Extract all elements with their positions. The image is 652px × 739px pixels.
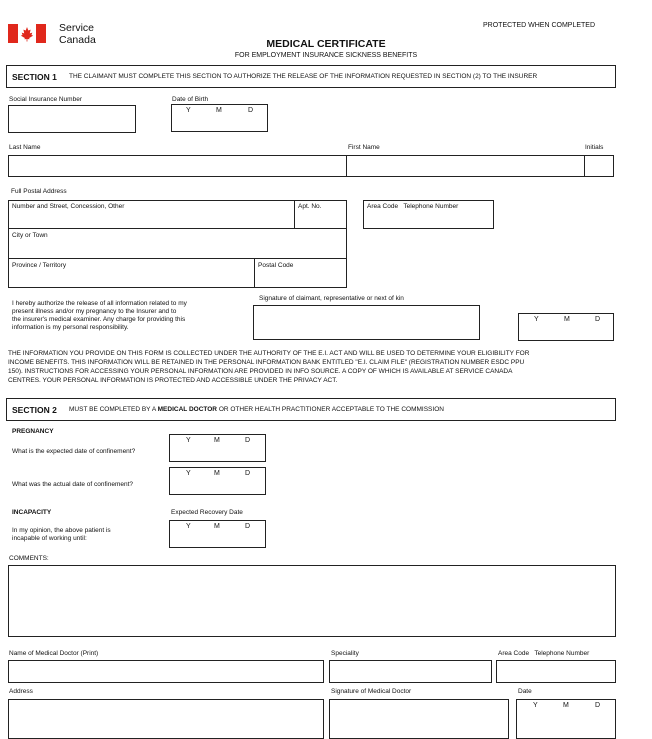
sin-input[interactable] — [8, 105, 136, 133]
last-name-input[interactable] — [8, 155, 347, 177]
sig-date-m: M — [564, 316, 570, 323]
phone-label: Area Code Telephone Number — [367, 203, 459, 210]
street-input[interactable] — [8, 200, 295, 229]
postal-address-label: Full Postal Address — [11, 188, 67, 195]
expected-recovery-label: Expected Recovery Date — [171, 509, 243, 516]
signature-label: Signature of claimant, representative or next of kin — [259, 295, 404, 302]
exp-y: Y — [186, 437, 191, 444]
province-input[interactable] — [8, 258, 255, 288]
doctor-date-input[interactable] — [516, 699, 616, 739]
province-label: Province / Territory — [12, 262, 67, 269]
org-name-line2: Canada — [59, 34, 96, 46]
first-name-label: First Name — [348, 144, 380, 151]
org-name-line1: Service — [59, 22, 95, 34]
dob-d: D — [248, 107, 254, 114]
dob-input[interactable] — [171, 104, 268, 132]
pregnancy-heading: PREGNANCY — [12, 428, 54, 435]
initials-label: Initials — [585, 144, 604, 151]
sin-label: Social Insurance Number — [9, 96, 82, 103]
doc-date-m: M — [563, 702, 569, 709]
initials-input[interactable] — [584, 155, 614, 177]
comments-textarea[interactable] — [8, 565, 616, 637]
act-m: M — [214, 470, 220, 477]
form-subtitle: FOR EMPLOYMENT INSURANCE SICKNESS BENEFITS — [234, 52, 418, 59]
doc-date-y: Y — [533, 702, 538, 709]
authorization-text: I hereby authorize the release of all information related to my present illness and/or my pregnancy to the Insurer and to the insurer's medical examiner. Any charge for providing this information is my personal responsibility. — [12, 300, 187, 331]
rec-y: Y — [186, 523, 191, 530]
recovery-date-input[interactable] — [169, 520, 266, 548]
expected-confinement-question: What is the expected date of confinement? — [12, 448, 136, 455]
apt-input[interactable] — [294, 200, 347, 229]
privacy-notice: THE INFORMATION YOU PROVIDE ON THIS FORM IS COLLECTED UNDER THE AUTHORITY OF THE E.I. ACT AND WILL BE USED TO DETERMINE YOUR ELIGIBILITY FOR INCOME BENEFITS. THIS INFORMATION WILL BE RETAINED IN THE PERSONAL INFORMATION BANK ENTITLED "E.I. CLAIM FILE" (REGISTRATION NUMBER ESDC PPU 150). INSTRUCTIONS FOR ACCESSING YOUR PERSONAL INFORMATION ARE PROVIDED IN INFO SOURCE. A COPY OF WHICH IS AVAILABLE AT SERVICE CANADA CENTRES. YOUR PERSONAL INFORMATION IS PROTECTED AND ACCESSIBLE UNDER THE PRIVACY ACT. — [8, 350, 530, 384]
expected-confinement-date[interactable] — [169, 434, 266, 462]
address-label: Address — [9, 688, 33, 695]
speciality-input[interactable] — [329, 660, 492, 683]
dob-label: Date of Birth — [172, 96, 209, 103]
doctor-phone-input[interactable] — [496, 660, 616, 683]
sig-date-d: D — [595, 316, 601, 323]
dob-m: M — [216, 107, 222, 114]
rec-d: D — [245, 523, 251, 530]
doctor-signature-label: Signature of Medical Doctor — [331, 688, 412, 695]
form-title: MEDICAL CERTIFICATE — [266, 38, 386, 50]
doctor-phone-label: Area Code Telephone Number — [498, 650, 590, 657]
section1-header — [6, 65, 616, 88]
actual-confinement-date[interactable] — [169, 467, 266, 495]
rec-m: M — [214, 523, 220, 530]
postal-code-label: Postal Code — [258, 262, 294, 269]
street-label: Number and Street, Concession, Other — [12, 203, 125, 210]
address-input[interactable] — [8, 699, 324, 739]
act-d: D — [245, 470, 251, 477]
city-label: City or Town — [12, 232, 48, 239]
section2-instruction-bold: MEDICAL DOCTOR — [157, 406, 217, 413]
last-name-label: Last Name — [9, 144, 41, 151]
dob-y: Y — [186, 107, 191, 114]
section2-header — [6, 398, 616, 421]
section1-instruction: THE CLAIMANT MUST COMPLETE THIS SECTION TO AUTHORIZE THE RELEASE OF THE INFORMATION REQUESTED IN SECTION (2) TO THE INSURER — [69, 73, 538, 80]
doctor-name-label: Name of Medical Doctor (Print) — [9, 650, 99, 657]
speciality-label: Speciality — [331, 650, 359, 657]
doc-date-d: D — [595, 702, 601, 709]
postal-code-input[interactable] — [254, 258, 347, 288]
exp-m: M — [214, 437, 220, 444]
phone-input[interactable] — [363, 200, 494, 229]
comments-label: COMMENTS: — [9, 555, 49, 562]
section2-instruction-post: OR OTHER HEALTH PRACTITIONER ACCEPTABLE TO THE COMMISSION — [218, 406, 444, 413]
claimant-signature-input[interactable] — [253, 305, 480, 340]
incapacity-heading: INCAPACITY — [12, 509, 52, 516]
date-label: Date — [518, 688, 532, 695]
first-name-input[interactable] — [346, 155, 585, 177]
city-input[interactable] — [8, 228, 347, 259]
opinion-text: In my opinion, the above patient is incapable of working until: — [12, 527, 111, 542]
signature-date-input[interactable] — [518, 313, 614, 341]
exp-d: D — [245, 437, 251, 444]
protected-notice: PROTECTED WHEN COMPLETED — [483, 22, 596, 29]
section2-label: SECTION 2 — [12, 405, 57, 415]
actual-confinement-question: What was the actual date of confinement? — [12, 481, 134, 488]
apt-label: Apt. No. — [298, 203, 322, 210]
sig-date-y: Y — [534, 316, 539, 323]
section1-label: SECTION 1 — [12, 72, 57, 82]
act-y: Y — [186, 470, 191, 477]
doctor-signature-input[interactable] — [329, 699, 509, 739]
section2-instruction-pre: MUST BE COMPLETED BY A — [69, 406, 156, 413]
doctor-name-input[interactable] — [8, 660, 324, 683]
